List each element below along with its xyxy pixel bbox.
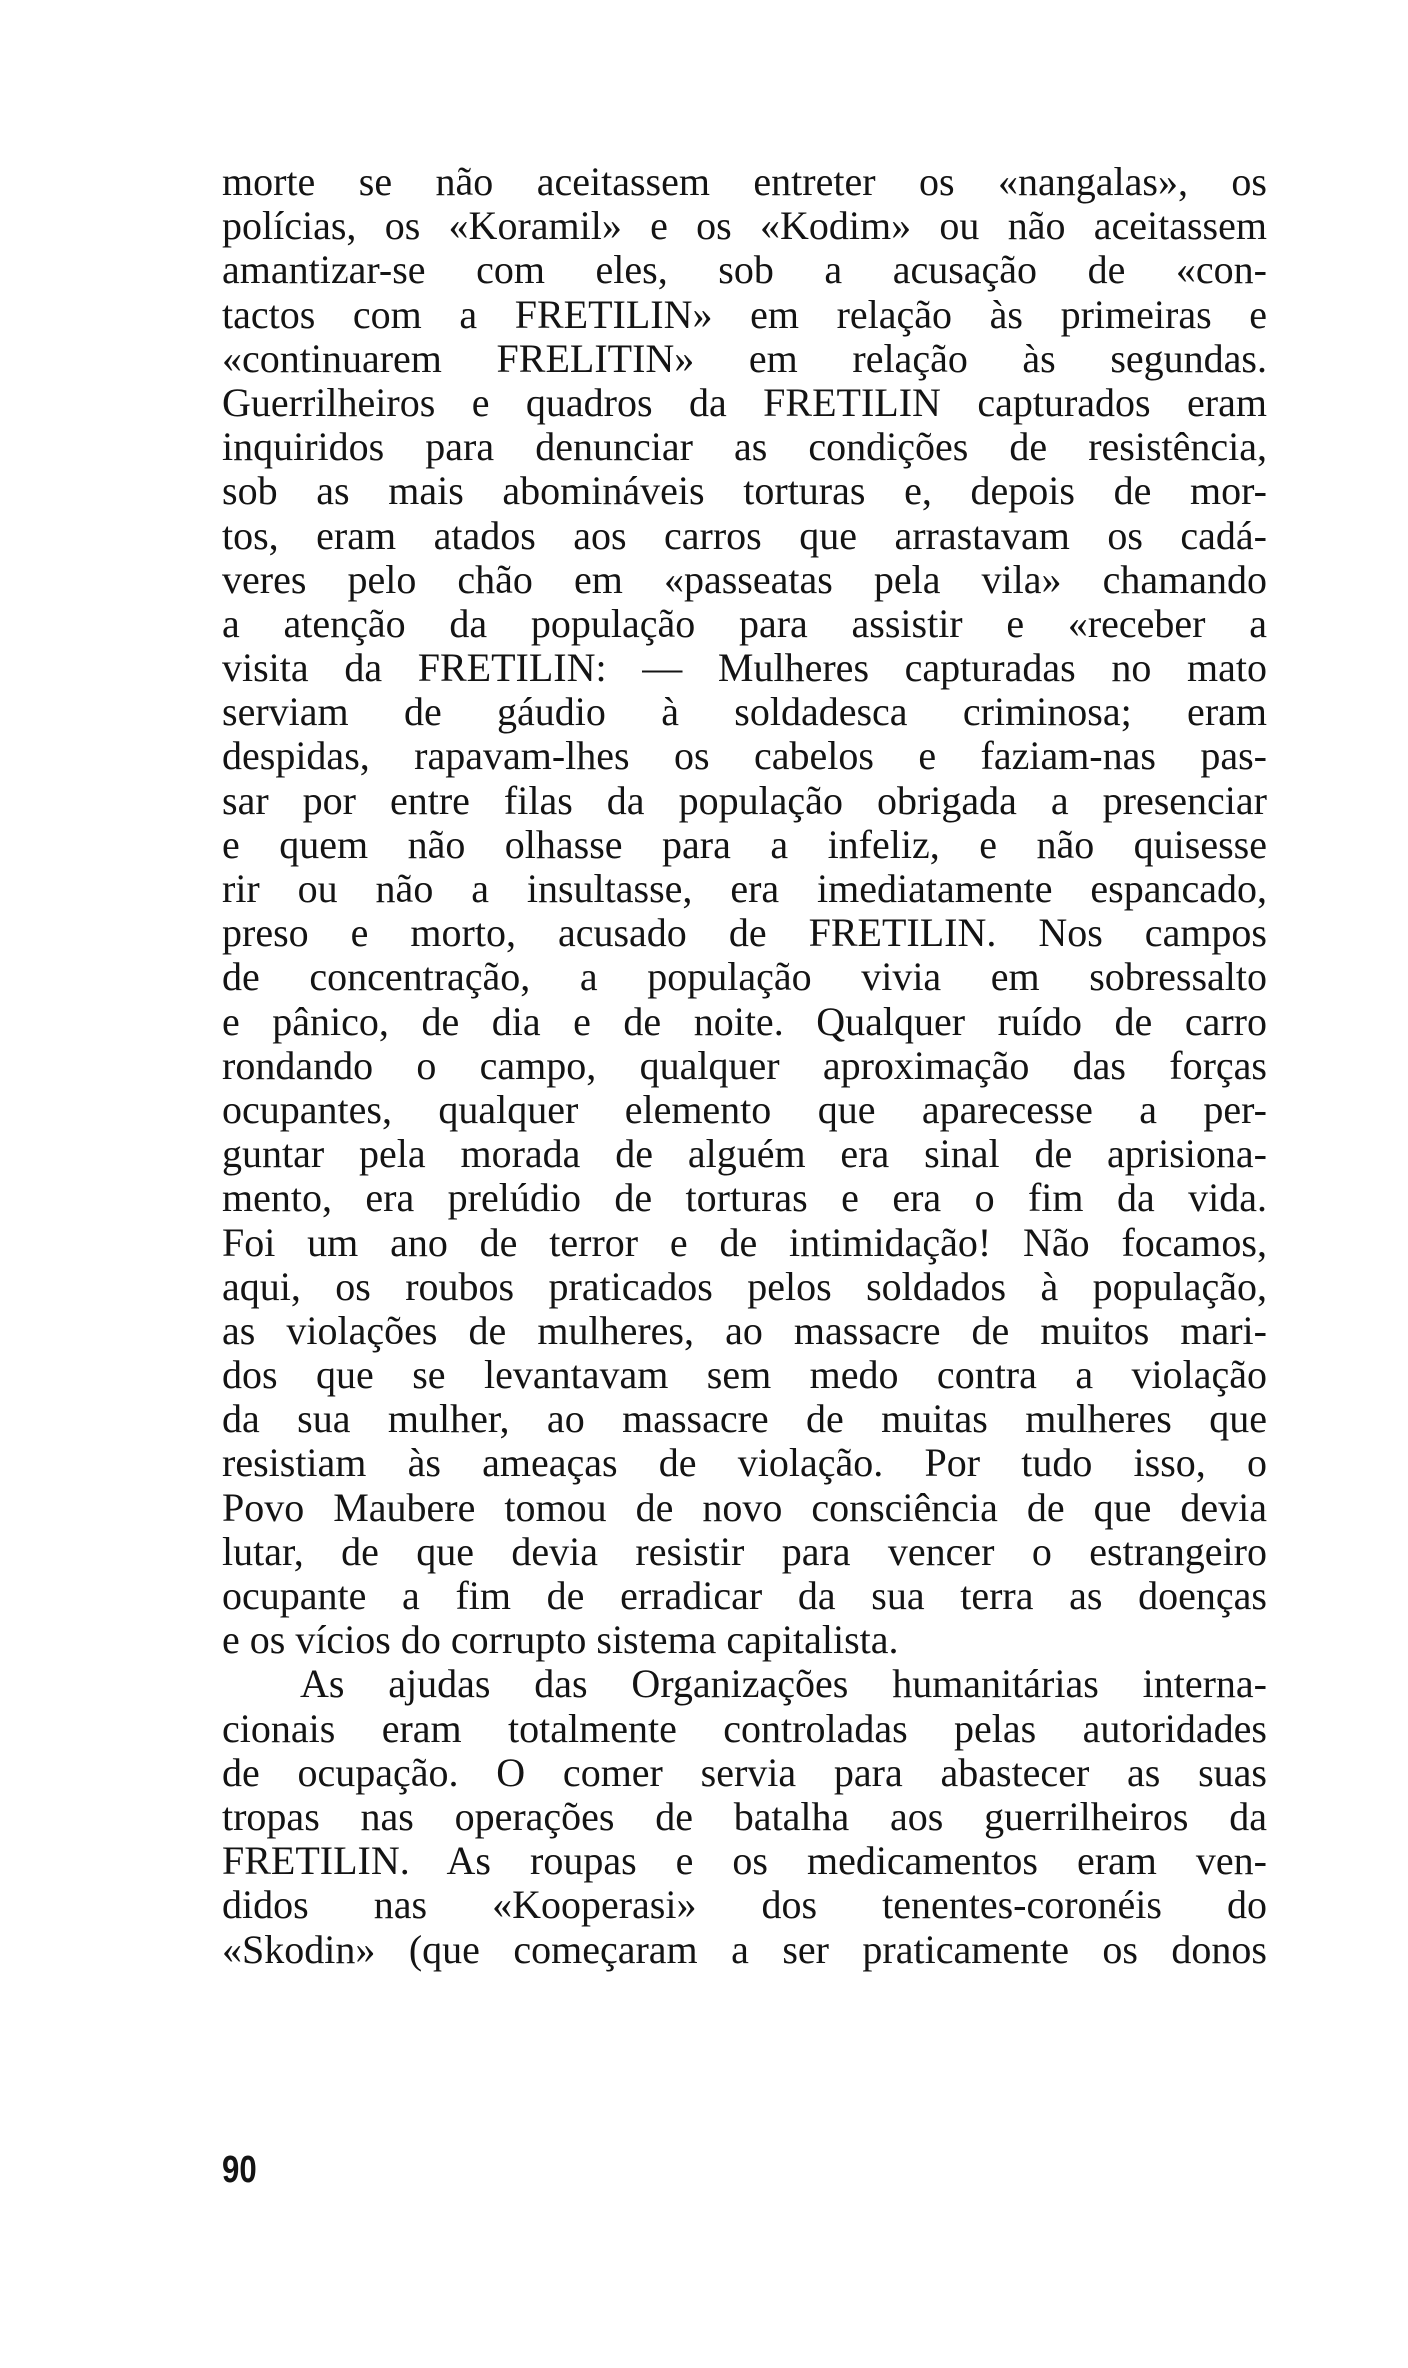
text-line: tropas nas operações de batalha aos guerrilheiros da <box>222 1793 1267 1839</box>
text-line: e quem não olhasse para a infeliz, e não quisesse <box>222 821 1267 867</box>
text-line: ocupantes, qualquer elemento que aparecesse a per- <box>222 1086 1267 1132</box>
text-line: morte se não aceitassem entreter os «nangalas», os <box>222 159 1267 204</box>
text-line: guntar pela morada de alguém era sinal de aprisiona- <box>222 1131 1267 1177</box>
page-number: 90 <box>222 2149 257 2191</box>
text-line: preso e morto, acusado de FRETILIN. Nos campos <box>222 910 1267 956</box>
text-line: inquiridos para denunciar as condições de resistência, <box>222 424 1267 470</box>
text-line: mento, era prelúdio de torturas e era o fim da vida. <box>222 1175 1267 1221</box>
text-line: aqui, os roubos praticados pelos soldados à população, <box>222 1263 1267 1309</box>
text-line: As ajudas das Organizações humanitárias interna- <box>300 1661 1267 1707</box>
text-line: «continuarem FRELITIN» em relação às segundas. <box>222 335 1267 381</box>
text-line: visita da FRETILIN: — Mulheres capturadas no mato <box>222 645 1267 691</box>
text-line: ocupante a fim de erradicar da sua terra as doenças <box>222 1573 1267 1618</box>
text-line: cionais eram totalmente controladas pelas autoridades <box>222 1705 1267 1751</box>
paragraph <box>222 160 1267 1662</box>
text-line: serviam de gáudio à soldadesca criminosa; eram <box>222 689 1267 735</box>
text-line: polícias, os «Koramil» e os «Kodim» ou não aceitassem <box>222 203 1267 249</box>
text-line: a atenção da população para assistir e «receber a <box>222 600 1267 646</box>
text-line: dos que se levantavam sem medo contra a violação <box>222 1352 1267 1398</box>
text-line: de ocupação. O comer servia para abastecer as suas <box>222 1749 1267 1795</box>
text-line: FRETILIN. As roupas e os medicamentos eram ven- <box>222 1838 1267 1884</box>
text-line: lutar, de que devia resistir para vencer o estrangeiro <box>222 1528 1267 1574</box>
text-line: sar por entre filas da população obrigada a presenciar <box>222 777 1267 823</box>
page-body <box>222 160 1267 1972</box>
text-line: rir ou não a insultasse, era imediatamente espancado, <box>222 866 1267 911</box>
text-line: tos, eram atados aos carros que arrastavam os cadá- <box>222 512 1267 558</box>
text-line: da sua mulher, ao massacre de muitas mulheres que <box>222 1396 1267 1442</box>
text-line: Foi um ano de terror e de intimidação! Não focamos, <box>222 1219 1267 1265</box>
text-line: amantizar-se com eles, sob a acusação de «con- <box>222 247 1267 293</box>
text-line: resistiam às ameaças de violação. Por tudo isso, o <box>222 1440 1267 1486</box>
text-line: despidas, rapavam-lhes os cabelos e faziam-nas pas- <box>222 733 1267 779</box>
text-line: tactos com a FRETILIN» em relação às primeiras e <box>222 291 1267 337</box>
text-line: veres pelo chão em «passeatas pela vila» chamando <box>222 556 1267 602</box>
text-line: didos nas «Kooperasi» dos tenentes-coronéis do <box>222 1882 1267 1928</box>
text-line: sob as mais abomináveis torturas e, depois de mor- <box>222 468 1267 514</box>
text-line: e pânico, de dia e de noite. Qualquer ruído de carro <box>222 998 1267 1044</box>
text-line: Povo Maubere tomou de novo consciência de que devia <box>222 1484 1267 1530</box>
text-line: e os vícios do corrupto sistema capitalista. <box>222 1617 899 1663</box>
text-line: de concentração, a população vivia em sobressalto <box>222 954 1267 1000</box>
text-line: as violações de mulheres, ao massacre de muitos mari- <box>222 1307 1267 1353</box>
paragraph <box>222 1662 1267 1971</box>
text-line: Guerrilheiros e quadros da FRETILIN capturados eram <box>222 379 1267 425</box>
text-line: «Skodin» (que começaram a ser praticamente os donos <box>222 1926 1267 1972</box>
text-line: rondando o campo, qualquer aproximação das forças <box>222 1042 1267 1088</box>
